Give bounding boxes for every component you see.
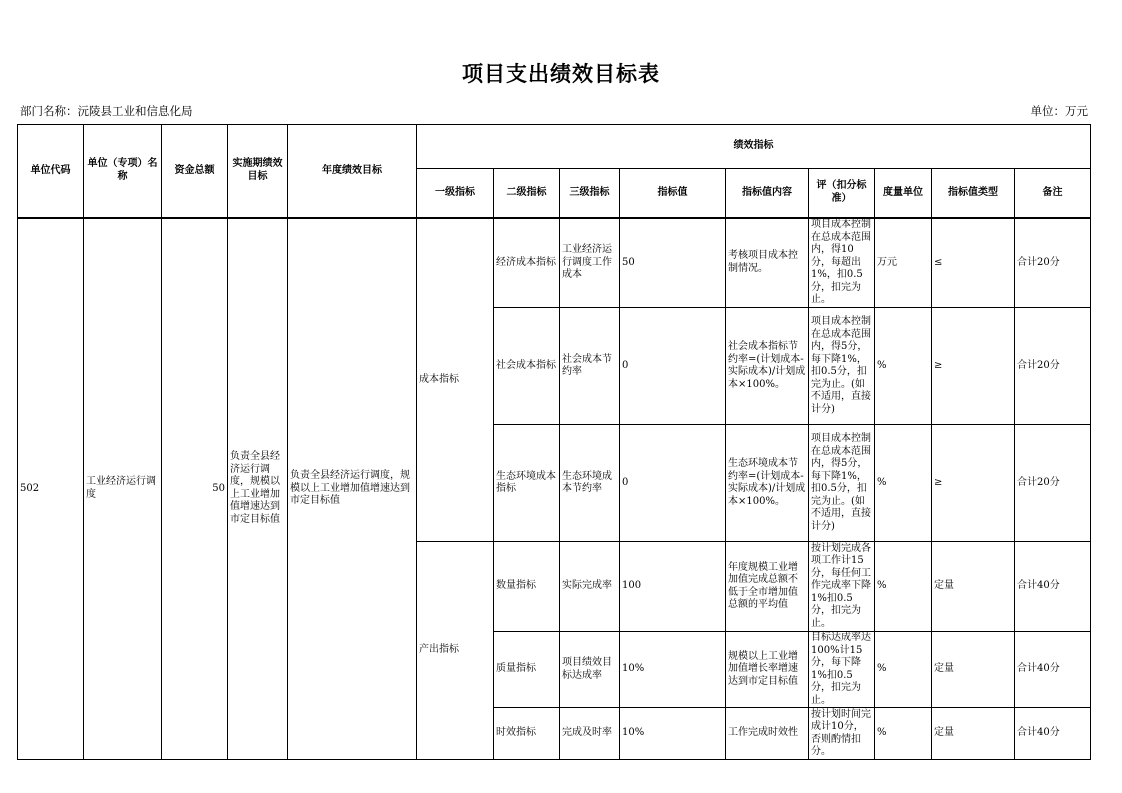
cell-value: 50: [620, 218, 726, 308]
cell-level3: 社会成本节约率: [560, 308, 620, 425]
cell-value-type: ≥: [932, 425, 1015, 542]
header-level1: 一级指标: [417, 169, 494, 218]
header-unit-name: 单位（专项）名称: [84, 125, 162, 218]
cell-measure-unit: %: [875, 425, 932, 542]
cell-measure-unit: %: [875, 632, 932, 708]
header-annual-goal: 年度绩效目标: [288, 125, 417, 218]
header-level3: 三级指标: [560, 169, 620, 218]
cell-remarks: 合计20分: [1015, 425, 1091, 542]
header-unit-code: 单位代码: [18, 125, 84, 218]
cell-measure-unit: %: [875, 308, 932, 425]
header-value-content: 指标值内容: [726, 169, 809, 218]
cell-level3: 工业经济运行调度工作成本: [560, 218, 620, 308]
cell-scoring: 项目成本控制在总成本范围内，得5分，每下降1%，扣0.5分，扣完为止。(如不适用，直接计分): [809, 308, 875, 425]
header-total-funds: 资金总额: [162, 125, 228, 218]
cell-scoring: 项目成本控制在总成本范围内，得10分，每超出1%，扣0.5分，扣完为止。: [809, 218, 875, 308]
cell-remarks: 合计20分: [1015, 218, 1091, 308]
cell-value-type: ≤: [932, 218, 1015, 308]
cell-value-type: 定量: [932, 542, 1015, 632]
cell-measure-unit: %: [875, 542, 932, 632]
cell-value: 0: [620, 308, 726, 425]
currency-unit: 单位：万元: [1030, 104, 1088, 118]
cell-value: 100: [620, 542, 726, 632]
cell-remarks: 合计40分: [1015, 542, 1091, 632]
cell-scoring: 按计划时间完成计10分，否则酌情扣分。: [809, 708, 875, 760]
table-row: [18, 218, 1091, 308]
header-period-goal: 实施期绩效目标: [228, 125, 288, 218]
cell-value-type: ≥: [932, 308, 1015, 425]
cell-measure-unit: %: [875, 708, 932, 760]
page-title: 项目支出绩效目标表: [462, 62, 660, 86]
cell-level2: 质量指标: [494, 632, 560, 708]
cell-remarks: 合计20分: [1015, 308, 1091, 425]
header-measure-unit: 度量单位: [875, 169, 932, 218]
header-indicators: 绩效指标: [417, 125, 1091, 169]
cell-remarks: 合计40分: [1015, 708, 1091, 760]
cell-content: 规模以上工业增加值增长率增速达到市定目标值: [726, 632, 809, 708]
cell-remarks: 合计40分: [1015, 632, 1091, 708]
cell-content: 社会成本指标节约率=(计划成本-实际成本)/计划成本×100%。: [726, 308, 809, 425]
header-value: 指标值: [620, 169, 726, 218]
performance-table: [17, 124, 1091, 760]
cell-content: 工作完成时效性: [726, 708, 809, 760]
cell-content: 考核项目成本控制情况。: [726, 218, 809, 308]
cell-content: 生态环境成本节约率=(计划成本-实际成本)/计划成本×100%。: [726, 425, 809, 542]
cell-level2: 数量指标: [494, 542, 560, 632]
cell-scoring: 按计划完成各项工作计15分，每任何工作完成率下降1%扣0.5分，扣完为止。: [809, 542, 875, 632]
header-remarks: 备注: [1015, 169, 1091, 218]
cell-group-cost: 成本指标: [417, 218, 494, 542]
cell-content: 年度规模工业增加值完成总额不低于全市增加值总额的平均值: [726, 542, 809, 632]
cell-level3: 完成及时率: [560, 708, 620, 760]
cell-level2: 时效指标: [494, 708, 560, 760]
cell-level2: 经济成本指标: [494, 218, 560, 308]
department-name: 部门名称：沅陵县工业和信息化局: [20, 104, 193, 118]
cell-value: 0: [620, 425, 726, 542]
cell-period-goal: 负责全县经济运行调度，规模以上工业增加值增速达到市定目标值: [228, 218, 288, 760]
cell-level2: 社会成本指标: [494, 308, 560, 425]
cell-measure-unit: 万元: [875, 218, 932, 308]
cell-scoring: 目标达成率达100%计15分，每下降1%扣0.5分，扣完为止。: [809, 632, 875, 708]
cell-level3: 生态环境成本节约率: [560, 425, 620, 542]
cell-scoring: 项目成本控制在总成本范围内，得5分，每下降1%，扣0.5分，扣完为止。(如不适用，直接计分): [809, 425, 875, 542]
cell-total-funds: 50: [162, 218, 228, 760]
cell-level3: 项目绩效目标达成率: [560, 632, 620, 708]
cell-value: 10%: [620, 632, 726, 708]
cell-unit-name: 工业经济运行调度: [84, 218, 162, 760]
header-level2: 二级指标: [494, 169, 560, 218]
cell-value-type: 定量: [932, 632, 1015, 708]
cell-level2: 生态环境成本指标: [494, 425, 560, 542]
cell-annual-goal: 负责全县经济运行调度，规模以上工业增加值增速达到市定目标值: [288, 218, 417, 760]
cell-unit-code: 502: [18, 218, 84, 760]
header-scoring: 评（扣分标准）: [809, 169, 875, 218]
cell-value-type: 定量: [932, 708, 1015, 760]
cell-value: 10%: [620, 708, 726, 760]
header-value-type: 指标值类型: [932, 169, 1015, 218]
cell-level3: 实际完成率: [560, 542, 620, 632]
cell-group-output: 产出指标: [417, 542, 494, 760]
